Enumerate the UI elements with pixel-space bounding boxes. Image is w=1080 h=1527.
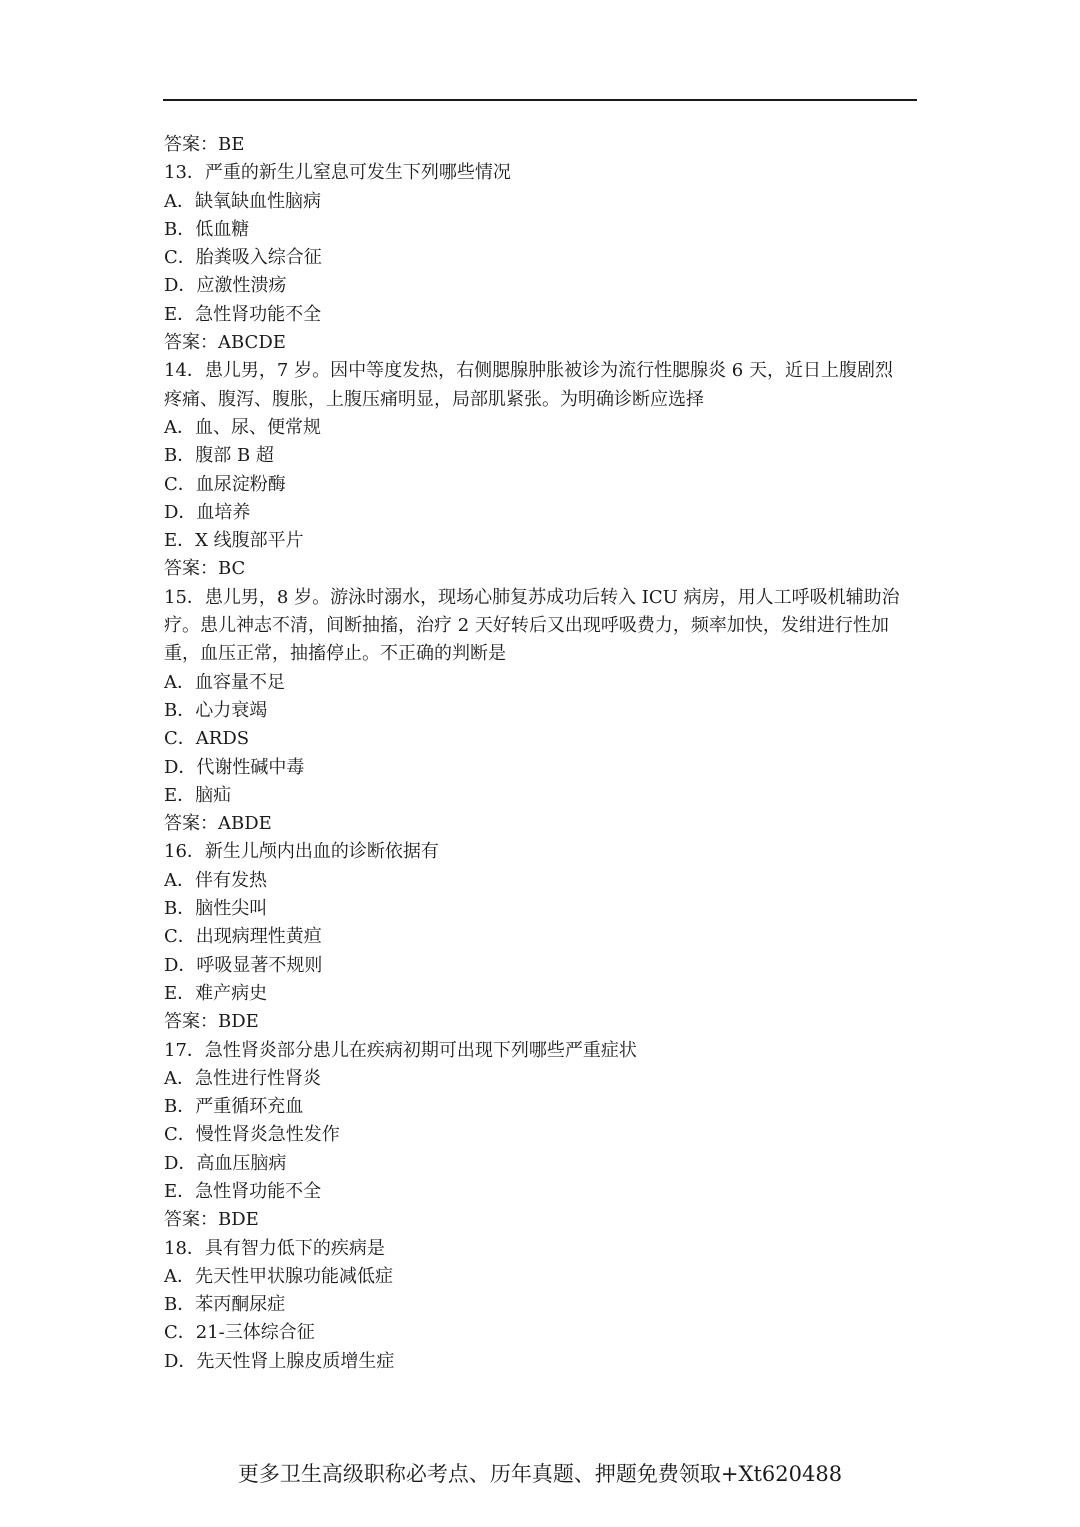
- question-line: 18．具有智力低下的疾病是: [164, 1237, 385, 1259]
- option-line: E．难产病史: [164, 982, 268, 1004]
- question-line: 15．患儿男，8 岁。游泳时溺水，现场心肺复苏成功后转入 ICU 病房，用人工呼吸机辅助治: [164, 586, 900, 608]
- footer-promo-text: 更多卫生高级职称必考点、历年真题、押题免费领取+Xt620488: [237, 1462, 843, 1486]
- option-line: D．先天性肾上腺皮质增生症: [164, 1350, 395, 1372]
- option-line: A．急性进行性肾炎: [164, 1067, 321, 1089]
- option-line: A．缺氧缺血性脑病: [164, 190, 321, 212]
- question-line: 重，血压正常，抽搐停止。不正确的判断是: [164, 643, 506, 665]
- option-line: C．21-三体综合征: [164, 1322, 315, 1344]
- document-body: [164, 131, 920, 1376]
- option-line: A．血、尿、便常规: [164, 416, 321, 438]
- option-line: D．应激性溃疡: [164, 275, 287, 297]
- answer-line: 答案：BDE: [164, 1011, 259, 1033]
- option-line: A．血容量不足: [164, 671, 285, 693]
- option-line: C．胎粪吸入综合征: [164, 247, 322, 269]
- question-line: 17．急性肾炎部分患儿在疾病初期可出现下列哪些严重症状: [164, 1039, 637, 1061]
- option-line: A．先天性甲状腺功能减低症: [164, 1265, 393, 1287]
- option-line: C．ARDS: [164, 728, 250, 750]
- option-line: B．心力衰竭: [164, 699, 268, 721]
- option-line: D．血培养: [164, 501, 251, 523]
- question-line: 13．严重的新生儿窒息可发生下列哪些情况: [164, 162, 511, 184]
- answer-line: 答案：ABDE: [164, 813, 272, 835]
- answer-line: 答案：BE: [164, 134, 245, 155]
- option-line: E．急性肾功能不全: [164, 303, 322, 325]
- option-line: B．腹部 B 超: [164, 445, 274, 467]
- option-line: E．X 线腹部平片: [164, 530, 304, 552]
- option-line: B．低血糖: [164, 218, 250, 240]
- option-line: A．伴有发热: [164, 869, 267, 891]
- option-line: C．出现病理性黄疸: [164, 926, 322, 948]
- question-line: 14．患儿男，7 岁。因中等度发热，右侧腮腺肿胀被诊为流行性腮腺炎 6 天，近日上腹剧烈: [164, 360, 893, 382]
- option-line: C．血尿淀粉酶: [164, 473, 286, 495]
- answer-line: 答案：ABCDE: [164, 332, 286, 354]
- option-line: E．脑疝: [164, 784, 232, 806]
- option-line: D．呼吸显著不规则: [164, 954, 323, 976]
- option-line: B．严重循环充血: [164, 1096, 304, 1118]
- option-line: D．代谢性碱中毒: [164, 756, 305, 778]
- option-line: E．急性肾功能不全: [164, 1180, 322, 1202]
- option-line: C．慢性肾炎急性发作: [164, 1124, 340, 1146]
- question-line: 疗。患儿神志不清，间断抽搐，治疗 2 天好转后又出现呼吸费力，频率加快，发绀进行性加: [164, 615, 889, 637]
- option-line: B．苯丙酮尿症: [164, 1294, 286, 1316]
- question-line: 疼痛、腹泻、腹胀，上腹压痛明显，局部肌紧张。为明确诊断应选择: [164, 388, 704, 410]
- answer-line: 答案：BDE: [164, 1209, 259, 1231]
- header-rule: [163, 99, 917, 101]
- question-line: 16．新生儿颅内出血的诊断依据有: [164, 841, 439, 863]
- option-line: D．高血压脑病: [164, 1152, 287, 1174]
- option-line: B．脑性尖叫: [164, 898, 268, 920]
- answer-line: 答案：BC: [164, 558, 246, 580]
